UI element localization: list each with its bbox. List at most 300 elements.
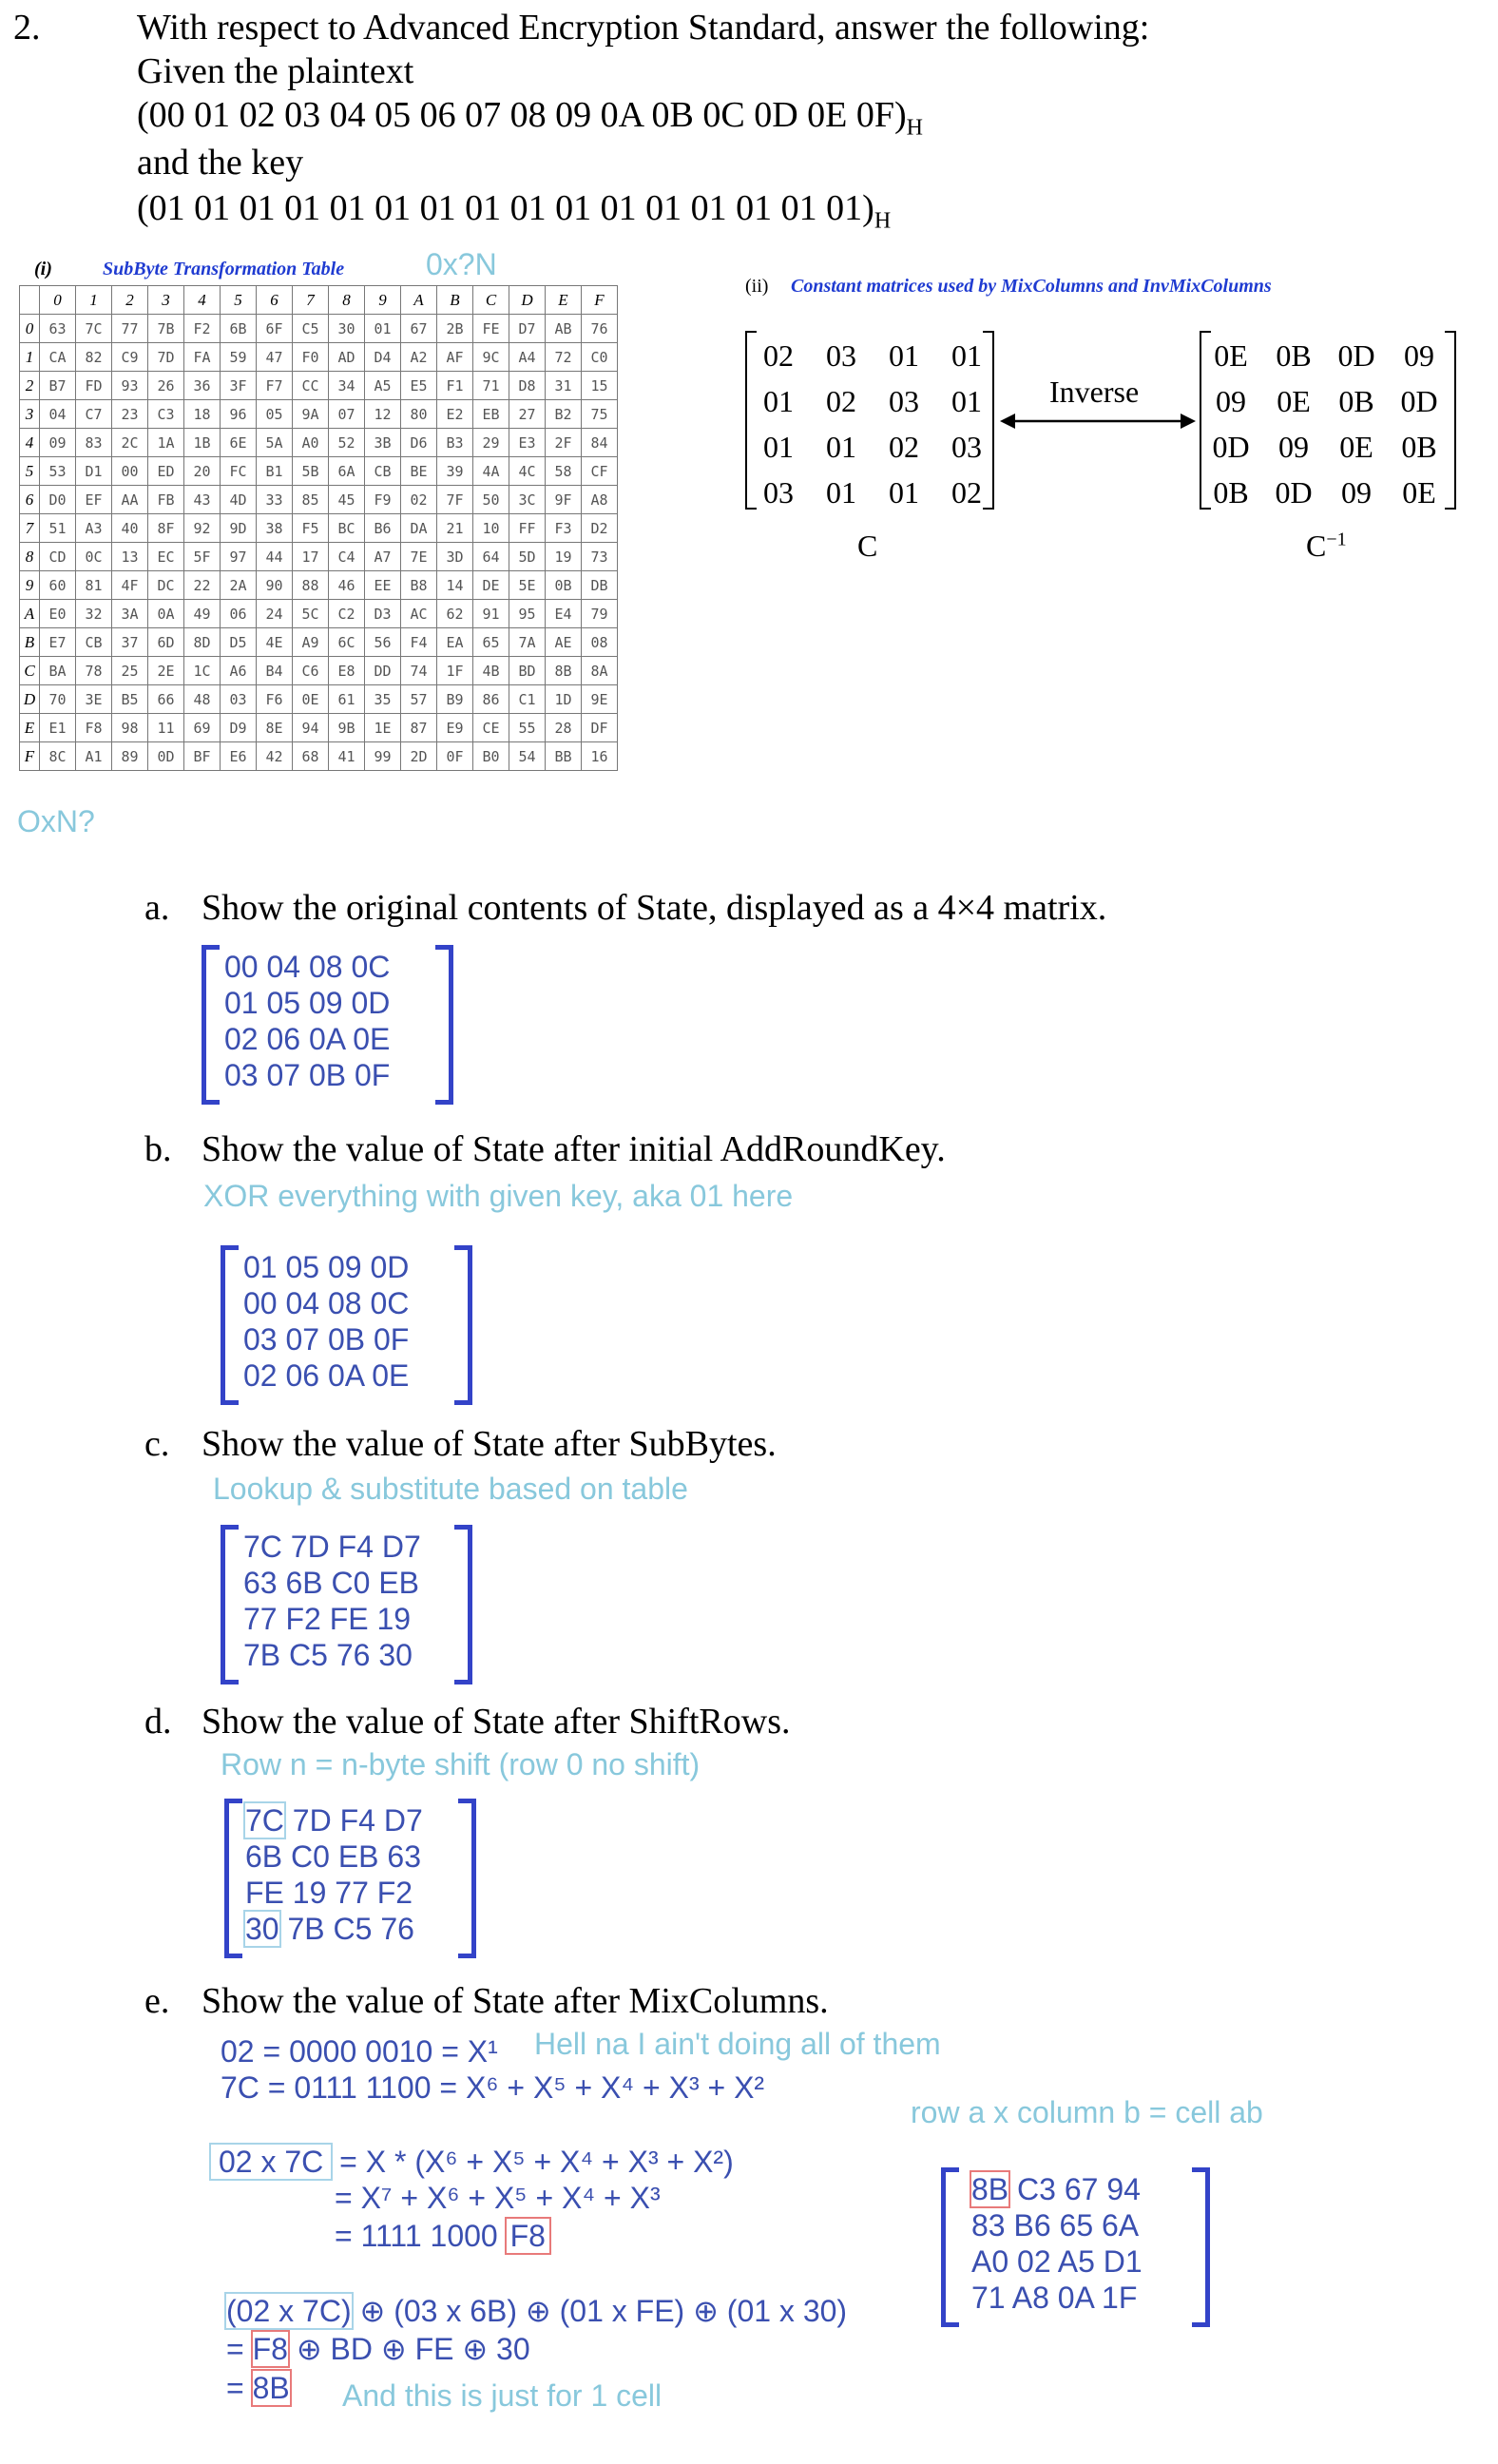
- sbox-cell: A2: [401, 343, 437, 372]
- sbox-cell: DB: [582, 571, 618, 600]
- sbox-cell: AF: [437, 343, 473, 372]
- sbox-cell: 99: [365, 742, 401, 771]
- sbox-cell: 7B: [148, 315, 184, 343]
- sbox-cell: BC: [329, 514, 365, 543]
- matrix-cell: 0B: [1338, 384, 1374, 418]
- matrix-cells: C3 67 94: [1017, 2172, 1141, 2206]
- matrix-cell: 0D: [1212, 430, 1250, 464]
- sbox-cell: E8: [329, 657, 365, 685]
- matrix-row: 77 F2 FE 19: [243, 1602, 412, 1636]
- key-label: and the key: [137, 143, 304, 183]
- key-value: (01 01 01 01 01 01 01 01 01 01 01 01 01 01 01 $01)_H$: [137, 188, 892, 234]
- sbox-cell: A9: [293, 628, 329, 657]
- sbox-cell: 86: [473, 685, 509, 714]
- sbox-cell: E1: [40, 714, 76, 742]
- result-right-bracket: [1192, 2167, 1210, 2327]
- sbox-cell: EC: [148, 543, 184, 571]
- sbox-cell: 82: [76, 343, 112, 372]
- sbox-cell: 2F: [546, 429, 582, 457]
- part-c-matrix: [243, 1529, 421, 1673]
- sbox-cell: B8: [401, 571, 437, 600]
- sbox-cell: F6: [257, 685, 293, 714]
- sbox-cell: A3: [76, 514, 112, 543]
- sbox-row-header: D: [20, 685, 40, 714]
- sbox-cell: 3E: [76, 685, 112, 714]
- sbox-cell: 90: [257, 571, 293, 600]
- sbox-cell: 00: [112, 457, 148, 486]
- sbox-row: [20, 400, 618, 429]
- part-b-note: XOR everything with given key, aka 01 here: [203, 1179, 794, 1213]
- sbox-cell: DA: [401, 514, 437, 543]
- matrix-cell: 0D: [1275, 475, 1313, 510]
- matrix-row: 7C 7D F4 D7: [243, 1530, 421, 1564]
- sbox-row-header: C: [20, 657, 40, 685]
- sbox-cell: E3: [509, 429, 546, 457]
- sbox-cell: BF: [184, 742, 221, 771]
- sbox-cell: EB: [473, 400, 509, 429]
- sbox-cell: FA: [184, 343, 221, 372]
- sbox-label-number: (i): [34, 259, 52, 279]
- sum-term: (02 x 7C): [226, 2294, 352, 2328]
- matrix-row: 02 06 0A 0E: [224, 1022, 391, 1056]
- sbox-cell: 59: [221, 343, 257, 372]
- sbox-cell: A0: [293, 429, 329, 457]
- matrix-cell: 02: [826, 384, 856, 418]
- cinv-matrix-right-bracket: [1445, 331, 1456, 510]
- part-c-question: Show the value of State after SubBytes.: [202, 1424, 777, 1464]
- sbox-cell: 75: [582, 400, 618, 429]
- sum-text: ⊕ BD ⊕ FE ⊕ 30: [296, 2332, 530, 2366]
- sbox-cell: 84: [582, 429, 618, 457]
- sbox-cell: 89: [112, 742, 148, 771]
- part-d-left-bracket: [224, 1799, 242, 1958]
- sbox-cell: 29: [473, 429, 509, 457]
- sbox-cell: B5: [112, 685, 148, 714]
- sbox-cell: 4B: [473, 657, 509, 685]
- sbox-cell: 61: [329, 685, 365, 714]
- sbox-cell: CD: [40, 543, 76, 571]
- matrix-cell: 01: [889, 338, 919, 373]
- sbox-cell: 56: [365, 628, 401, 657]
- matrix-cell: 0E: [1277, 384, 1311, 418]
- sbox-cell: 14: [437, 571, 473, 600]
- sbox-cell: 80: [401, 400, 437, 429]
- part-c-left-bracket: [221, 1525, 239, 1684]
- matrix-row: 03 07 0B 0F: [243, 1322, 410, 1357]
- sbox-cell: E7: [40, 628, 76, 657]
- sbox-cell: 79: [582, 600, 618, 628]
- sbox-cell: AE: [546, 628, 582, 657]
- sbox-column-header: 7: [293, 286, 329, 315]
- sbox-row-note: OxN?: [17, 804, 95, 838]
- sbox-cell: 96: [221, 400, 257, 429]
- matrix-cells: 7B C5 76: [287, 1912, 414, 1946]
- sbox-cell: C6: [293, 657, 329, 685]
- sbox-row-header: 9: [20, 571, 40, 600]
- matrix-cell: 01: [889, 475, 919, 510]
- single-cell-note: And this is just for 1 cell: [342, 2378, 663, 2413]
- part-c-right-bracket: [454, 1525, 472, 1684]
- matrix-cell: 0B: [1276, 338, 1312, 373]
- matrix-cell: 09: [1216, 384, 1246, 418]
- sbox-cell: DD: [365, 657, 401, 685]
- sbox-cell: 37: [112, 628, 148, 657]
- sbox-cell: BD: [509, 657, 546, 685]
- sbox-cell: 48: [184, 685, 221, 714]
- sbox-row: [20, 742, 618, 771]
- sbox-row: [20, 600, 618, 628]
- mixcolumns-result-matrix: [971, 2171, 1143, 2316]
- matrix-cell: 0D: [1337, 338, 1375, 373]
- part-e-note: Hell na I ain't doing all of them: [534, 2027, 941, 2061]
- matrix-cell: 0B: [1213, 475, 1249, 510]
- sbox-cell: BB: [546, 742, 582, 771]
- sbox-cell: 92: [184, 514, 221, 543]
- sbox-row: [20, 343, 618, 372]
- sbox-cell: 81: [76, 571, 112, 600]
- sbox-cell: 02: [401, 486, 437, 514]
- part-d-right-bracket: [458, 1799, 476, 1958]
- sbox-cell: 9E: [582, 685, 618, 714]
- part-a-right-bracket: [435, 945, 453, 1105]
- shifted-cell: 30: [245, 1912, 279, 1946]
- sbox-cell: C2: [329, 600, 365, 628]
- sbox-cell: 5F: [184, 543, 221, 571]
- sbox-cell: 5E: [509, 571, 546, 600]
- sbox-cell: 46: [329, 571, 365, 600]
- sbox-cell: E5: [401, 372, 437, 400]
- result-cell: 8B: [971, 2172, 1009, 2206]
- sbox-cell: 22: [184, 571, 221, 600]
- sbox-cell: 17: [293, 543, 329, 571]
- matrix-row: [971, 2171, 1143, 2207]
- sbox-cell: F4: [401, 628, 437, 657]
- sbox-cell: E6: [221, 742, 257, 771]
- sbox-cell: EE: [365, 571, 401, 600]
- c-matrix-right-bracket: [983, 331, 994, 510]
- sbox-corner-cell: [20, 286, 40, 315]
- sbox-cell: A6: [221, 657, 257, 685]
- sbox-column-note: 0x?N: [426, 247, 497, 281]
- sbox-cell: 4C: [509, 457, 546, 486]
- sum-value: F8: [252, 2332, 288, 2366]
- sbox-cell: D5: [221, 628, 257, 657]
- sbox-row: [20, 628, 618, 657]
- sbox-cell: AD: [329, 343, 365, 372]
- sbox-cell: 53: [40, 457, 76, 486]
- sbox-cell: C0: [582, 343, 618, 372]
- sbox-column-header: F: [582, 286, 618, 315]
- sum-result: 8B: [252, 2371, 290, 2405]
- sbox-cell: 4D: [221, 486, 257, 514]
- sbox-cell: 6E: [221, 429, 257, 457]
- sbox-cell: ED: [148, 457, 184, 486]
- sbox-cell: C1: [509, 685, 546, 714]
- sbox-cell: 57: [401, 685, 437, 714]
- sbox-cell: 87: [401, 714, 437, 742]
- matrix-row: [245, 1911, 423, 1947]
- matrix-cell: 01: [826, 475, 856, 510]
- matrix-cell: 03: [826, 338, 856, 373]
- sbox-row-header: E: [20, 714, 40, 742]
- sbox-cell: 11: [148, 714, 184, 742]
- sbox-cell: 8E: [257, 714, 293, 742]
- sbox-row-header: 3: [20, 400, 40, 429]
- sbox-cell: C7: [76, 400, 112, 429]
- part-d-letter: d.: [144, 1702, 172, 1742]
- sbox-cell: 4A: [473, 457, 509, 486]
- part-d-note: Row n = n-byte shift (row 0 no shift): [221, 1747, 701, 1781]
- sbox-cell: 09: [40, 429, 76, 457]
- sbox-cell: F5: [293, 514, 329, 543]
- matrix-cell: 0B: [1401, 430, 1437, 464]
- sbox-cell: 16: [582, 742, 618, 771]
- sbox-cell: 60: [40, 571, 76, 600]
- inverse-arrow-icon: [998, 407, 1198, 435]
- sbox-cell: 06: [221, 600, 257, 628]
- sbox-cell: 5A: [257, 429, 293, 457]
- sbox-cell: C4: [329, 543, 365, 571]
- sbox-cell: 26: [148, 372, 184, 400]
- cell-rule-note: row a x column b = cell ab: [911, 2095, 1263, 2129]
- sbox-cell: 7E: [401, 543, 437, 571]
- sbox-cell: B3: [437, 429, 473, 457]
- sbox-cell: 72: [546, 343, 582, 372]
- sbox-cell: B1: [257, 457, 293, 486]
- sbox-cell: AA: [112, 486, 148, 514]
- sbox-cell: 85: [293, 486, 329, 514]
- sbox-cell: 2C: [112, 429, 148, 457]
- sbox-cell: 7F: [437, 486, 473, 514]
- sbox-cell: 63: [40, 315, 76, 343]
- sbox-cell: CE: [473, 714, 509, 742]
- sbox-cell: 97: [221, 543, 257, 571]
- sbox-row-header: 4: [20, 429, 40, 457]
- sbox-cell: AC: [401, 600, 437, 628]
- c-matrix-label: C: [857, 529, 878, 563]
- sbox-cell: 6B: [221, 315, 257, 343]
- sbox-cell: DC: [148, 571, 184, 600]
- sbox-cell: 15: [582, 372, 618, 400]
- sbox-column-header: 3: [148, 286, 184, 315]
- part-b-left-bracket: [221, 1245, 239, 1405]
- sbox-cell: 54: [509, 742, 546, 771]
- sbox-cell: 4E: [257, 628, 293, 657]
- xor-sum-line-1: [226, 2293, 847, 2329]
- sbox-cell: D8: [509, 372, 546, 400]
- binary-7c: 7C = 0111 1100 = X⁶ + X⁵ + X⁴ + X³ + X²: [221, 2070, 765, 2105]
- sbox-row-header: F: [20, 742, 40, 771]
- multiply-step-1: [211, 2145, 734, 2180]
- multiply-step-2: = X⁷ + X⁶ + X⁵ + X⁴ + X³: [335, 2181, 661, 2215]
- sbox-cell: 23: [112, 400, 148, 429]
- sbox-cell: 1E: [365, 714, 401, 742]
- sbox-row-header: A: [20, 600, 40, 628]
- matrix-row: 00 04 08 0C: [243, 1286, 410, 1320]
- sbox-column-header-row: [20, 286, 618, 315]
- sbox-cell: 5C: [293, 600, 329, 628]
- sbox-cell: 3A: [112, 600, 148, 628]
- matrix-cells: 7D F4 D7: [292, 1803, 423, 1838]
- sbox-row: [20, 714, 618, 742]
- sbox-cell: 40: [112, 514, 148, 543]
- matrix-cell: 01: [763, 430, 794, 464]
- sbox-cell: 36: [184, 372, 221, 400]
- sbox-cell: 50: [473, 486, 509, 514]
- sbox-cell: 83: [76, 429, 112, 457]
- sbox-cell: FD: [76, 372, 112, 400]
- sbox-cell: 42: [257, 742, 293, 771]
- sbox-cell: CC: [293, 372, 329, 400]
- sbox-cell: CF: [582, 457, 618, 486]
- sbox-cell: 5D: [509, 543, 546, 571]
- matrix-cell: 0E: [1214, 338, 1248, 373]
- sbox-cell: 58: [546, 457, 582, 486]
- sbox-cell: F9: [365, 486, 401, 514]
- sbox-cell: 43: [184, 486, 221, 514]
- matrix-cell: 09: [1341, 475, 1372, 510]
- part-b-right-bracket: [454, 1245, 472, 1405]
- matrix-cell: 02: [951, 475, 982, 510]
- sbox-column-header: C: [473, 286, 509, 315]
- sbox-cell: 18: [184, 400, 221, 429]
- sbox-cell: 0B: [546, 571, 582, 600]
- sbox-cell: 1A: [148, 429, 184, 457]
- matrix-row: 7B C5 76 30: [243, 1638, 413, 1672]
- equals: =: [226, 2332, 244, 2366]
- part-b-question: Show the value of State after initial AddRoundKey.: [202, 1129, 946, 1169]
- sbox-cell: 68: [293, 742, 329, 771]
- sbox-cell: 9B: [329, 714, 365, 742]
- sbox-cell: 6F: [257, 315, 293, 343]
- sbox-cell: 8B: [546, 657, 582, 685]
- sbox-cell: 67: [401, 315, 437, 343]
- sbox-cell: 01: [365, 315, 401, 343]
- sbox-cell: 31: [546, 372, 582, 400]
- c-matrix: [747, 333, 998, 515]
- sbox-cell: DE: [473, 571, 509, 600]
- sbox-cell: F1: [437, 372, 473, 400]
- sbox-cell: 9C: [473, 343, 509, 372]
- matrix-row: 03 07 0B 0F: [224, 1058, 391, 1092]
- sbox-cell: F0: [293, 343, 329, 372]
- sbox-column-header: A: [401, 286, 437, 315]
- multiply-step-3: [335, 2219, 549, 2254]
- sbox-cell: EA: [437, 628, 473, 657]
- sbox-cell: 19: [546, 543, 582, 571]
- sbox-cell: 39: [437, 457, 473, 486]
- sbox-column-header: 4: [184, 286, 221, 315]
- sbox-row-header: 7: [20, 514, 40, 543]
- sbox-cell: 32: [76, 600, 112, 628]
- subbyte-table: [19, 285, 618, 771]
- shifted-cell: 7C: [245, 1803, 284, 1838]
- mix-title: Constant matrices used by MixColumns and InvMixColumns: [791, 276, 1272, 297]
- step-text: = X * (X⁶ + X⁵ + X⁴ + X³ + X²): [339, 2145, 734, 2179]
- sbox-cell: 4F: [112, 571, 148, 600]
- sbox-cell: 2B: [437, 315, 473, 343]
- sbox-column-header: 5: [221, 286, 257, 315]
- sbox-cell: 0F: [437, 742, 473, 771]
- sbox-cell: 95: [509, 600, 546, 628]
- sbox-cell: FF: [509, 514, 546, 543]
- sbox-cell: 0A: [148, 600, 184, 628]
- part-d-question: Show the value of State after ShiftRows.: [202, 1702, 791, 1742]
- sbox-row-header: 6: [20, 486, 40, 514]
- sbox-cell: 94: [293, 714, 329, 742]
- xor-sum-line-3: [226, 2371, 290, 2406]
- sbox-cell: 2D: [401, 742, 437, 771]
- sbox-cell: 77: [112, 315, 148, 343]
- sbox-cell: CA: [40, 343, 76, 372]
- sbox-cell: 27: [509, 400, 546, 429]
- sbox-cell: D1: [76, 457, 112, 486]
- sbox-row: [20, 514, 618, 543]
- sbox-row: [20, 685, 618, 714]
- sbox-row: [20, 457, 618, 486]
- sbox-row: [20, 486, 618, 514]
- sbox-cell: 34: [329, 372, 365, 400]
- sbox-cell: 65: [473, 628, 509, 657]
- sbox-cell: A1: [76, 742, 112, 771]
- sbox-cell: 41: [329, 742, 365, 771]
- sbox-cell: 76: [582, 315, 618, 343]
- sbox-cell: BE: [401, 457, 437, 486]
- sbox-cell: B2: [546, 400, 582, 429]
- sbox-cell: C5: [293, 315, 329, 343]
- part-c-note: Lookup & substitute based on table: [213, 1472, 688, 1506]
- sbox-column-header: B: [437, 286, 473, 315]
- sbox-cell: 66: [148, 685, 184, 714]
- sbox-column-header: 0: [40, 286, 76, 315]
- sbox-cell: 0D: [148, 742, 184, 771]
- sbox-title: SubByte Transformation Table: [103, 259, 345, 279]
- sbox-row-header: 8: [20, 543, 40, 571]
- matrix-row: 63 6B C0 EB: [243, 1566, 419, 1600]
- part-e-letter: e.: [144, 1981, 170, 2021]
- sbox-row: [20, 571, 618, 600]
- sbox-cell: 8A: [582, 657, 618, 685]
- sbox-cell: 70: [40, 685, 76, 714]
- result-left-bracket: [941, 2167, 959, 2327]
- matrix-cell: 01: [826, 430, 856, 464]
- sbox-cell: F8: [76, 714, 112, 742]
- sbox-cell: D0: [40, 486, 76, 514]
- inverse-label: Inverse: [1049, 375, 1140, 409]
- sbox-cell: 0E: [293, 685, 329, 714]
- matrix-cell: 01: [763, 384, 794, 418]
- sbox-cell: 20: [184, 457, 221, 486]
- sbox-cell: 93: [112, 372, 148, 400]
- sbox-row: [20, 657, 618, 685]
- sbox-cell: 9D: [221, 514, 257, 543]
- sbox-cell: D6: [401, 429, 437, 457]
- sbox-column-header: 1: [76, 286, 112, 315]
- sbox-cell: 28: [546, 714, 582, 742]
- sbox-row-header: 0: [20, 315, 40, 343]
- matrix-cell: 03: [951, 430, 982, 464]
- sbox-cell: 03: [221, 685, 257, 714]
- sbox-cell: 49: [184, 600, 221, 628]
- sbox-cell: 47: [257, 343, 293, 372]
- sbox-cell: 2A: [221, 571, 257, 600]
- sbox-cell: DF: [582, 714, 618, 742]
- sbox-cell: B7: [40, 372, 76, 400]
- matrix-cell: 09: [1404, 338, 1434, 373]
- sbox-cell: FB: [148, 486, 184, 514]
- sbox-row-header: B: [20, 628, 40, 657]
- cinv-matrix-label: $C^{-1}$: [1306, 529, 1347, 563]
